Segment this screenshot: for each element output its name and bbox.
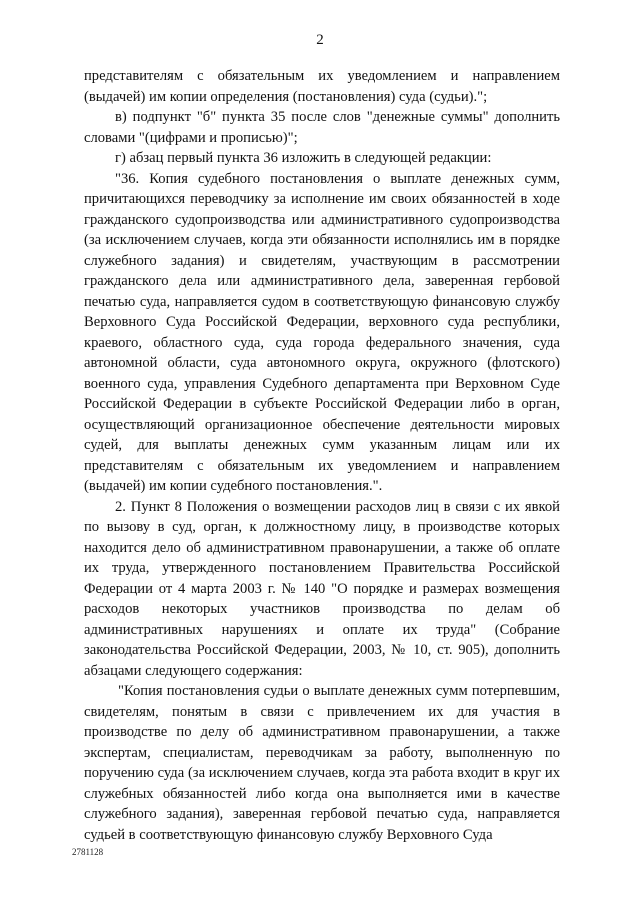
paragraph-point-36: "36. Копия судебного постановления о выплате денежных сумм, причитающихся переводчику за исполнение им своих обязанностей в ходе гражданского судопроизводства или административного судопроизводства (за исключением случаев, когда эти обязанности исполнялись им в порядке служебного задания) и свидетелям, участвующим в рассмотрении гражданского дела или административного дела, заверенная гербовой печатью суда, направляется судом в соответствующую финансовую службу Верховного Суда Российской Федерации, верховного суда республики, краевого, областного суда, суда города федерального значения, суда автономной области, суда автономного округа, окружного (флотского) военного суда, управления Судебного департамента при Верховном Суде Российской Федерации в субъекте Российской Федерации либо в орган, осуществляющий организационное обеспечение деятельности мировых судей, для выплаты денежных сумм указанным лицам или их представителям с обязательным их уведомлением и направлением (выдачей) им копии судебного постановления.". xyxy=(84,170,560,494)
page-number: 2 xyxy=(316,32,324,48)
paragraph-item-v: в) подпункт "б" пункта 35 после слов "денежные суммы" дополнить словами "(цифрами и прописью)"; xyxy=(84,109,560,146)
paragraph-point-2: 2. Пункт 8 Положения о возмещении расходов лиц в связи с их явкой по вызову в суд, орган, к должностному лицу, в производстве которых находится дело об административном правонарушении, а также об оплате их труда, утвержденного постановлением Правительства Российской Федерации от 4 марта 2003 г. № 140 "О порядке и размерах возмещения расходов некоторых участников производства по делам об административных нарушениях и оплате их труда" (Собрание законодательства Российской Федерации, 2003, № 10, ст. 905), дополнить абзацами следующего содержания: xyxy=(84,498,560,679)
paragraph-item-g: г) абзац первый пункта 36 изложить в следующей редакции: xyxy=(115,150,492,166)
document-body xyxy=(84,66,560,845)
paragraph-continuation: представителям с обязательным их уведомлением и направлением (выдачей) им копии определения (постановления) суда (судьи)."; xyxy=(84,68,560,105)
document-id: 2781128 xyxy=(72,847,104,857)
paragraph-quote: "Копия постановления судьи о выплате денежных сумм потерпевшим, свидетелям, понятым в связи с привлечением их для участия в производстве по делу об административном правонарушении, а также экспертам, специалистам, переводчикам за работу, выполненную по поручению суда (за исключением случаев, когда эта работа входит в круг их служебных обязанностей либо когда она выполняется ими в качестве служебного задания), заверенная гербовой печатью суда, направляется судьей в соответствующую финансовую службу Верховного Суда xyxy=(84,683,560,843)
